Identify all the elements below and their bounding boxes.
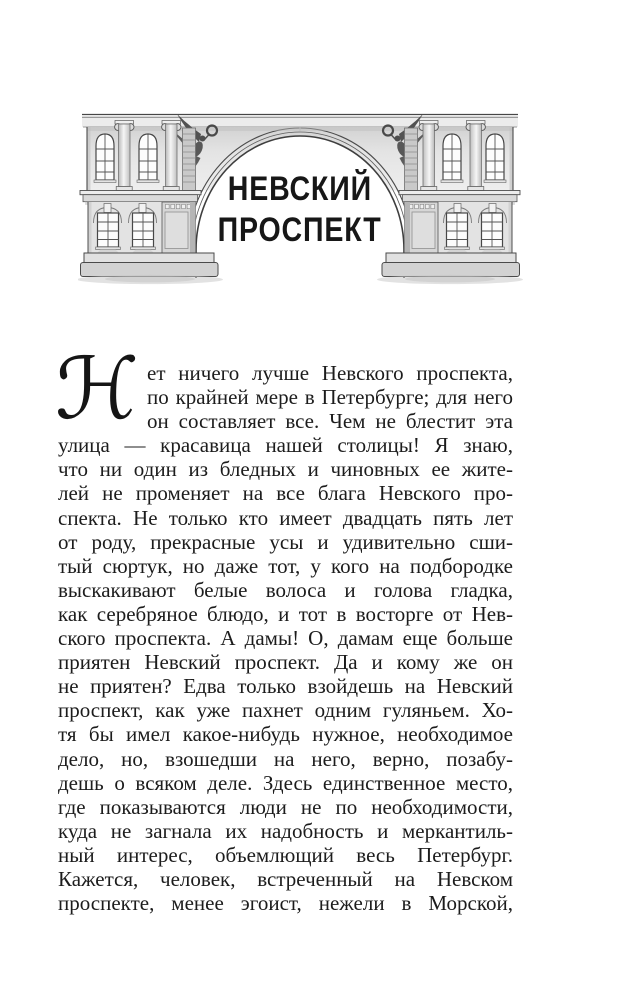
- text-line: дело, но, взошедши на него, верно, позабу-: [58, 746, 513, 771]
- text-line: тый сюртук, но даже тот, у кого на подбородке: [58, 553, 513, 578]
- text-line: проспект, как уже пахнет одним гуляньем. Хо-: [58, 698, 513, 723]
- text-line: куда не загнала их надобность и меркантиль-: [58, 818, 513, 843]
- chapter-title-line-1: НЕВСКИЙ: [227, 170, 373, 208]
- text-line: проспекте, менее эгоист, нежели в Морской,: [58, 891, 513, 916]
- text-line: по крайней мере в Петербурге; для него: [147, 385, 513, 410]
- text-line: ный интерес, объемлющий весь Петербург.: [58, 842, 513, 867]
- text-line: от роду, прекрасные усы и удивительно сши-: [58, 529, 513, 554]
- text-line: где показываются люди не по необходимости,: [58, 794, 513, 819]
- text-line: не приятен? Едва только взойдешь на Невский: [58, 674, 513, 699]
- text-line: дешь о всяком деле. Здесь единственное место,: [58, 770, 513, 795]
- text-line: приятен Невский проспект. Да и кому же он: [58, 650, 513, 675]
- entablature-band: [82, 115, 518, 128]
- text-line: Кажется, человек, встреченный на Невском: [58, 866, 513, 891]
- text-line: улица — красавица нашей столицы! Я знаю,: [58, 433, 513, 458]
- text-line: ет ничего лучше Невского проспекта,: [147, 361, 513, 385]
- text-line: ского проспекта. А дамы! О, дамам еще больше: [58, 626, 513, 651]
- text-line: лей не променяет на все блага Невского про-: [58, 481, 513, 506]
- text-line: он составляет все. Чем не блестит эта: [147, 409, 513, 434]
- drop-cap: ℋ: [55, 340, 140, 439]
- text-line: выскакивают белые волоса и голова гладка,: [58, 577, 513, 602]
- text-line: что ни один из бледных и чиновных ее жите-: [58, 457, 513, 482]
- text-line: как серебряное блюдо, и тот в восторге от Нев-: [58, 601, 513, 626]
- text-line: тя бы имел какое-нибудь нужное, необходимое: [58, 722, 513, 747]
- chapter-title-line-2: ПРОСПЕКТ: [218, 211, 382, 249]
- story-paragraph: [58, 361, 513, 915]
- text-line: спекта. Не только кто имеет двадцать пять лет: [58, 505, 513, 530]
